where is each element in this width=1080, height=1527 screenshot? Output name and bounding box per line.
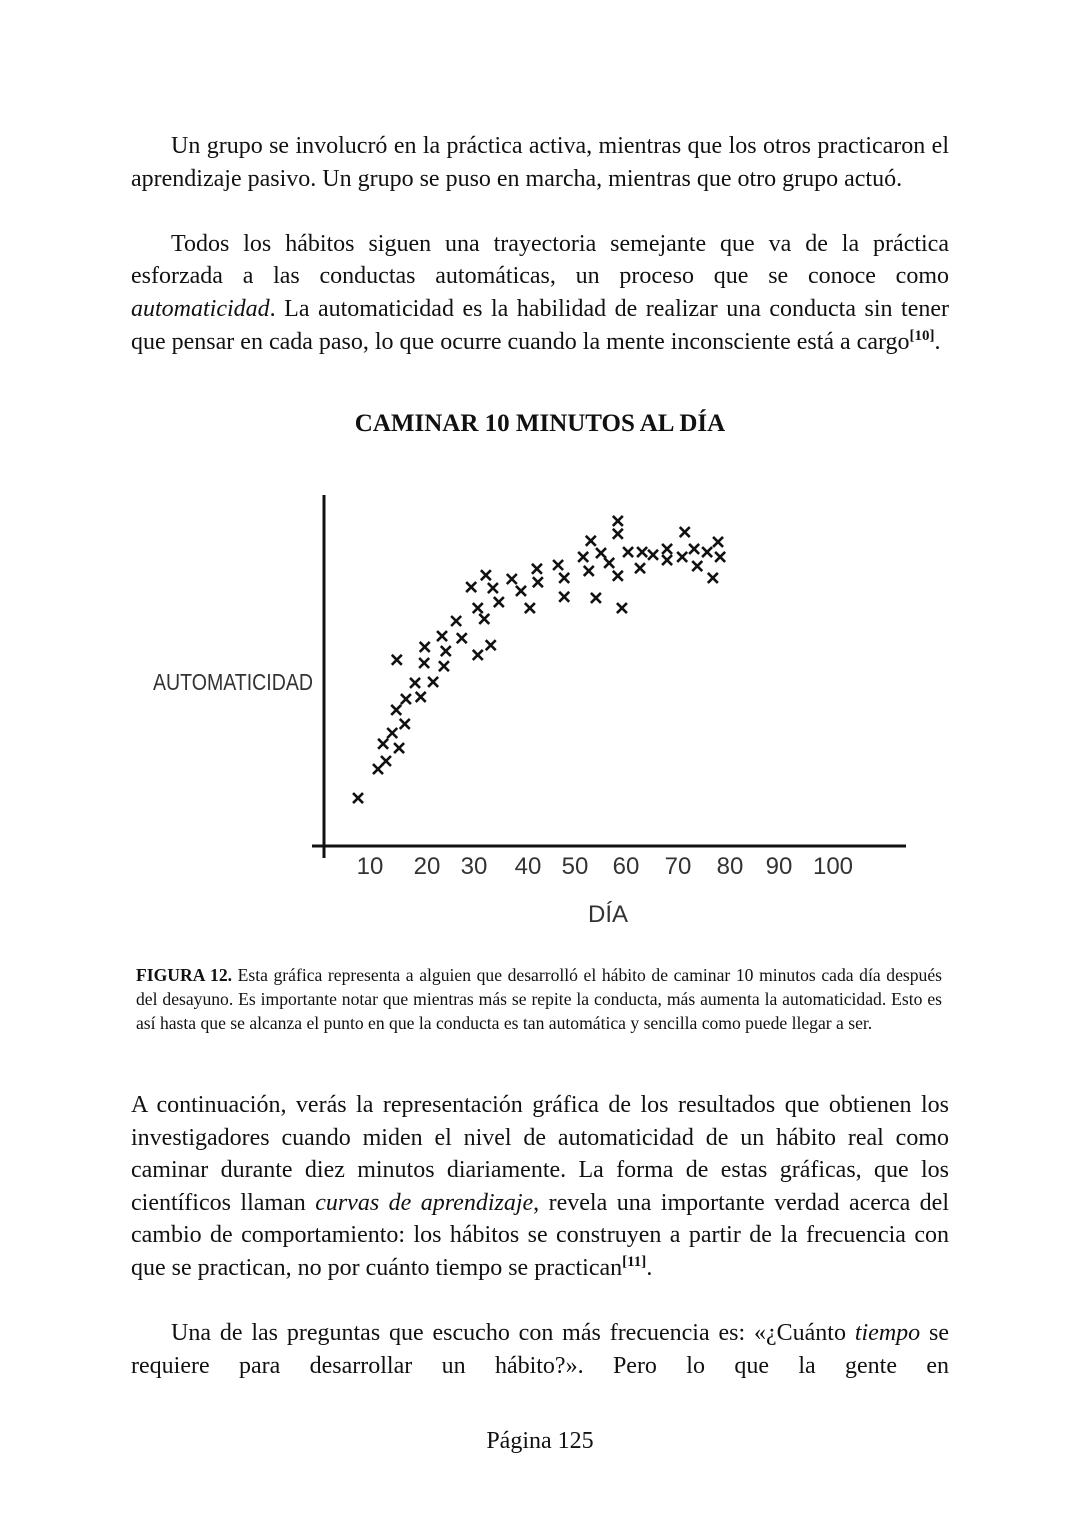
data-point-x-marker [680, 527, 690, 537]
italic-term: curvas de aprendizaje [315, 1189, 534, 1216]
data-point-x-marker [457, 633, 467, 643]
data-point-x-marker [507, 574, 517, 584]
data-point-x-marker [394, 743, 404, 753]
data-point-x-marker [613, 516, 623, 526]
figure-caption [136, 963, 942, 1036]
text: Una de las preguntas que escucho con más frecuencia es: «¿Cuánto [171, 1320, 855, 1346]
paragraph-4 [131, 1317, 949, 1382]
caption-label: FIGURA 12. [136, 965, 233, 985]
data-point-x-marker [578, 552, 588, 562]
data-point-x-marker [635, 563, 645, 573]
data-point-x-marker [391, 705, 401, 715]
data-point-x-marker [400, 719, 410, 729]
paragraph-3 [131, 1089, 949, 1285]
data-point-x-marker [692, 561, 702, 571]
text: , revela una importante verdad acerca del cambio de comportamiento: los hábitos se construyen a partir de la frecuencia con que se practican, no por cuánto tiempo se practican [131, 1189, 949, 1281]
caption-text: Esta gráfica representa a alguien que desarrolló el hábito de caminar 10 minutos cada día después del desayuno. Es importante notar que mientras más se repite la conducta, más aumenta la automaticidad. Esto es así hasta que se alcanza el punto en que la conducta es tan automática y sencilla como puede llegar a ser. [136, 965, 942, 1034]
data-point-x-marker [437, 631, 447, 641]
text: . La automaticidad es la habilidad de realizar una conducta sin tener que pensar en cada paso, lo que ocurre cuando la mente inconsciente está a cargo [131, 295, 949, 355]
data-point-x-marker [410, 678, 420, 688]
x-tick-label: 10 [356, 853, 384, 880]
text: A continuación, verás la representación gráfica de los resultados que obtienen los investigadores cuando miden el nivel de automaticidad de un hábito real como caminar durante diez minutos diariamente. La forma de estas gráficas, que los científicos llaman [131, 1092, 949, 1216]
data-point-x-marker [466, 582, 476, 592]
italic-term: automaticidad [131, 295, 270, 322]
data-point-x-marker [637, 547, 647, 557]
x-tick-label: 100 [812, 853, 854, 880]
text: . [646, 1254, 653, 1281]
data-point-x-marker [604, 558, 614, 568]
data-point-x-marker [473, 603, 483, 613]
italic-term: tiempo [854, 1320, 921, 1346]
data-point-x-marker [428, 677, 438, 687]
data-point-x-marker [533, 577, 543, 587]
data-point-x-marker [613, 529, 623, 539]
data-point-x-marker [420, 642, 430, 652]
footnote-ref[interactable]: [10] [909, 327, 935, 344]
data-point-x-marker [525, 603, 535, 613]
y-axis-label: AUTOMATICIDAD [153, 669, 313, 695]
data-point-x-marker [553, 560, 563, 570]
data-point-x-marker [586, 536, 596, 546]
data-point-x-marker [713, 537, 723, 547]
data-point-x-marker [623, 547, 633, 557]
data-point-x-marker [617, 603, 627, 613]
data-point-x-marker [559, 592, 569, 602]
x-axis-label: DÍA [587, 901, 629, 928]
data-point-x-marker [479, 614, 489, 624]
data-point-x-marker [387, 728, 397, 738]
page-number: Página 125 [486, 1428, 594, 1454]
text: Todos los hábitos siguen una trayectoria semejante que va de la práctica esforzada a las conductas automáticas, un proceso que se conoce como [131, 230, 949, 290]
data-point-x-marker [378, 739, 388, 749]
paragraph-text: Un grupo se involucró en la práctica activa, mientras que los otros practicaron el aprendizaje pasivo. Un grupo se puso en marcha, mientras que otro grupo actuó. [131, 133, 949, 192]
data-point-x-marker [392, 655, 402, 665]
x-tick-label: 70 [664, 853, 692, 880]
x-tick-label: 30 [460, 853, 488, 880]
x-tick-label: 50 [561, 853, 589, 880]
data-point-x-marker [708, 573, 718, 583]
data-point-x-marker [441, 646, 451, 656]
data-point-x-marker [584, 566, 594, 576]
data-point-x-marker [451, 616, 461, 626]
text: . [934, 328, 941, 355]
data-point-x-marker [702, 547, 712, 557]
data-point-x-marker [516, 586, 526, 596]
data-point-x-marker [532, 564, 542, 574]
data-point-x-marker [381, 756, 391, 766]
text: se requiere para desarrollar un hábito?». Pero lo que la gente en [131, 1320, 950, 1379]
data-point-x-marker [559, 573, 569, 583]
x-tick-label: 90 [765, 853, 793, 880]
data-point-x-marker [353, 793, 363, 803]
data-point-x-marker [481, 570, 491, 580]
data-point-x-marker [416, 692, 426, 702]
data-point-x-marker [715, 552, 725, 562]
figure-title: CAMINAR 10 MINUTOS AL DÍA [354, 410, 726, 437]
x-tick-label: 40 [514, 853, 542, 880]
x-tick-label: 20 [413, 853, 441, 880]
x-tick-label: 60 [612, 853, 640, 880]
data-point-x-marker [662, 555, 672, 565]
data-point-x-marker [613, 571, 623, 581]
data-point-x-marker [473, 650, 483, 660]
data-point-x-marker [662, 544, 672, 554]
data-point-x-marker [439, 661, 449, 671]
footnote-ref[interactable]: [11] [622, 1253, 647, 1270]
data-point-x-marker [596, 548, 606, 558]
data-point-x-marker [689, 544, 699, 554]
data-point-x-marker [677, 552, 687, 562]
data-point-x-marker [591, 593, 601, 603]
x-tick-label: 80 [716, 853, 744, 880]
data-point-x-marker [486, 640, 496, 650]
data-point-x-marker [648, 550, 658, 560]
data-point-x-marker [419, 658, 429, 668]
data-point-x-marker [401, 694, 411, 704]
data-point-x-marker [494, 597, 504, 607]
data-point-x-marker [488, 583, 498, 593]
